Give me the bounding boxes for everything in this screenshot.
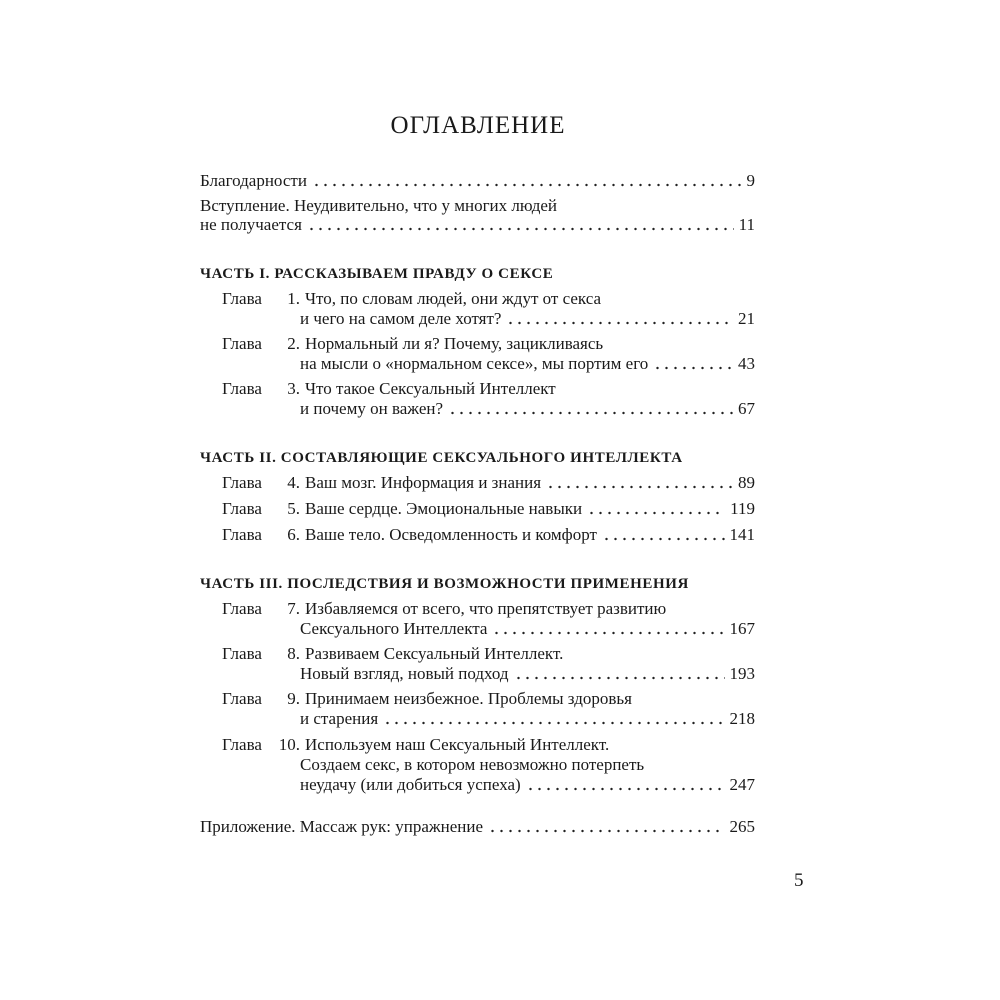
toc-chapter-2[interactable]	[222, 334, 755, 354]
chapter-number: 7.	[287, 599, 300, 618]
toc-chapter-9-cont[interactable]	[300, 709, 755, 729]
page-title: ОГЛАВЛЕНИЕ	[390, 112, 566, 139]
toc-chapter-1-cont[interactable]	[300, 309, 755, 329]
chapter-title: Принимаем неизбежное. Проблемы здоровья	[305, 689, 632, 708]
entry-page: 9	[746, 171, 755, 190]
dot-leader	[383, 721, 724, 725]
part-heading-3[interactable]: ЧАСТЬ III. ПОСЛЕДСТВИЯ И ВОЗМОЖНОСТИ ПРИМЕНЕНИЯ	[200, 576, 689, 592]
dot-leader	[653, 366, 733, 370]
entry-page: 67	[738, 399, 755, 418]
dot-leader	[492, 631, 724, 635]
chapter-label: Глава	[222, 379, 262, 398]
entry-title: Благодарности	[200, 171, 307, 190]
toc-chapter-9[interactable]	[222, 689, 755, 709]
chapter-title: на мысли о «нормальном сексе», мы портим его	[300, 354, 649, 373]
chapter-number: 2.	[287, 334, 300, 353]
dot-leader	[546, 485, 733, 489]
chapter-title: Что, по словам людей, они ждут от секса	[305, 289, 602, 308]
entry-page: 89	[738, 473, 755, 492]
chapter-title: Ваше тело. Осведомленность и комфорт	[305, 525, 597, 544]
toc-chapter-1[interactable]	[222, 289, 755, 309]
chapter-number: 10.	[278, 735, 300, 754]
entry-page: 11	[738, 215, 755, 234]
toc-chapter-2-cont[interactable]	[300, 354, 755, 374]
chapter-number: 1.	[287, 289, 300, 308]
part-heading-1[interactable]: ЧАСТЬ I. РАССКАЗЫВАЕМ ПРАВДУ О СЕКСЕ	[200, 266, 554, 282]
entry-page: 167	[729, 619, 755, 638]
entry-title: не получается	[200, 215, 302, 234]
dot-leader	[602, 537, 725, 541]
dot-leader	[312, 183, 742, 187]
entry-page: 141	[729, 525, 755, 544]
chapter-number: 6.	[287, 525, 300, 544]
entry-title: Приложение. Массаж рук: упражнение	[200, 817, 484, 836]
entry-page: 21	[738, 309, 755, 328]
chapter-title: неудачу (или добиться успеха)	[300, 775, 521, 794]
toc-chapter-10-cont2[interactable]	[300, 775, 755, 795]
dot-leader	[587, 511, 725, 515]
toc-entry-acknowledgements[interactable]	[200, 171, 755, 191]
entry-page: 247	[729, 775, 755, 794]
chapter-number: 4.	[287, 473, 300, 492]
chapter-label: Глава	[222, 334, 262, 353]
toc-entry-intro-line1[interactable]	[200, 196, 755, 216]
chapter-label: Глава	[222, 599, 262, 618]
toc-chapter-4[interactable]	[222, 473, 755, 493]
toc-chapter-3-cont[interactable]	[300, 399, 755, 419]
entry-page: 43	[738, 354, 755, 373]
chapter-title: Используем наш Сексуальный Интеллект.	[305, 735, 610, 754]
chapter-title: Сексуального Интеллекта	[300, 619, 488, 638]
chapter-number: 5.	[287, 499, 300, 518]
chapter-title: Новый взгляд, новый подход	[300, 664, 509, 683]
chapter-title: Избавляемся от всего, что препятствует развитию	[305, 599, 667, 618]
toc-chapter-8-cont[interactable]	[300, 664, 755, 684]
toc-chapter-8[interactable]	[222, 644, 755, 664]
chapter-title: Ваше сердце. Эмоциональные навыки	[305, 499, 583, 518]
chapter-number: 9.	[287, 689, 300, 708]
chapter-label: Глава	[222, 473, 262, 492]
toc-chapter-7-cont[interactable]	[300, 619, 755, 639]
chapter-title: и старения	[300, 709, 379, 728]
chapter-title: Что такое Сексуальный Интеллект	[305, 379, 556, 398]
toc-chapter-3[interactable]	[222, 379, 755, 399]
chapter-title: Нормальный ли я? Почему, зацикливаясь	[305, 334, 604, 353]
toc-chapter-10-cont[interactable]	[300, 755, 755, 775]
entry-page: 119	[730, 499, 755, 518]
chapter-label: Глава	[222, 499, 262, 518]
entry-page: 265	[729, 817, 755, 836]
toc-chapter-10[interactable]	[222, 735, 755, 755]
entry-page: 218	[729, 709, 755, 728]
dot-leader	[526, 787, 725, 791]
page-number: 5	[794, 870, 804, 891]
chapter-label: Глава	[222, 735, 262, 754]
chapter-number: 8.	[287, 644, 300, 663]
toc-entry-appendix[interactable]	[200, 817, 755, 837]
chapter-title: и почему он важен?	[300, 399, 444, 418]
dot-leader	[307, 227, 734, 231]
chapter-title: Создаем секс, в котором невозможно потерпеть	[300, 755, 645, 774]
chapter-label: Глава	[222, 689, 262, 708]
entry-page: 193	[729, 664, 755, 683]
chapter-title: и чего на самом деле хотят?	[300, 309, 502, 328]
chapter-label: Глава	[222, 525, 262, 544]
toc-entry-intro[interactable]	[200, 215, 755, 235]
part-heading-2[interactable]: ЧАСТЬ II. СОСТАВЛЯЮЩИЕ СЕКСУАЛЬНОГО ИНТЕЛЛЕКТА	[200, 450, 683, 466]
toc-chapter-7[interactable]	[222, 599, 755, 619]
chapter-title: Развиваем Сексуальный Интеллект.	[305, 644, 564, 663]
dot-leader	[506, 321, 733, 325]
dot-leader	[514, 676, 725, 680]
chapter-title: Ваш мозг. Информация и знания	[305, 473, 542, 492]
toc-chapter-6[interactable]	[222, 525, 755, 545]
dot-leader	[488, 829, 724, 833]
dot-leader	[448, 411, 733, 415]
chapter-number: 3.	[287, 379, 300, 398]
chapter-label: Глава	[222, 289, 262, 308]
entry-title: Вступление. Неудивительно, что у многих людей	[200, 196, 558, 215]
chapter-label: Глава	[222, 644, 262, 663]
toc-chapter-5[interactable]	[222, 499, 755, 519]
